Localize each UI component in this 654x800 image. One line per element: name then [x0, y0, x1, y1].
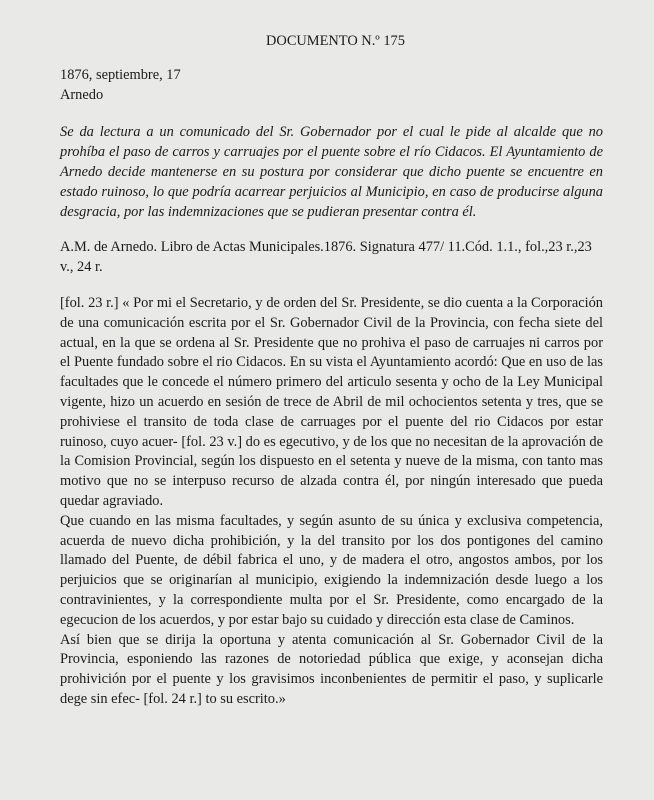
dateline	[60, 66, 603, 106]
document-place: Arnedo	[60, 86, 104, 103]
transcription-paragraph-3: Así bien que se dirija la oportuna y atenta comunicación al Sr. Gobernador Civil de la Provincia, esponiendo las razones de notoriedad pública que exige, y aconsejan dicha prohivición por el puente y los gravisimos inconbenientes de permitir el paso, y suplicarle dege sin efec- [fol. 24 r.] to su escrito.»	[60, 631, 603, 707]
document-title: DOCUMENTO N.º 175	[266, 33, 405, 49]
document-date: 1876, septiembre, 17	[60, 66, 181, 83]
transcription-paragraph-1: [fol. 23 r.] « Por mi el Secretario, y de orden del Sr. Presidente, se dio cuenta a la Corporación de una comunicación escrita por el Sr. Gobernador Civil de la Provincia, con fecha siete del actual, en la que se ordena al Sr. Presidente que no prohiva el paso de carruajes ni carros por el Puente fundado sobre el rio Cidacos. En su vista el Ayuntamiento acordó: Que en uso de las facultades que le concede el número primero del articulo sesenta y ocho de la Ley Municipal vigente, hizo un acuerdo en sesión de trece de Abril de mil ochocientos setenta y tres, que se prohiviese el transito de toda clase de carruages por el puente del rio Cidacos por estar ruinoso, cuyo acuer- [fol. 23 v.] do es egecutivo, y de los que no necesitan de la aprovación de la Comision Provincial, según los dispuesto en el setenta y nueve de la misma, con tanto mas motivo que no se interpuso recurso de alzada contra él, por ningún interesado que pueda quedar agraviado.	[60, 294, 603, 509]
document-summary: Se da lectura a un comunicado del Sr. Gobernador por el cual le pide al alcalde que no prohíba el paso de carros y carruajes por el puente sobre el río Cidacos. El Ayuntamiento de Arnedo decide mantenerse en su postura por considerar que dicho puente se encuentre en estado ruinoso, lo que podría acarrear perjuicios al Municipio, en caso de producirse alguna desgracia, por las indemnizaciones que se pudieran presentar contra él.	[60, 124, 603, 220]
document-page	[60, 32, 603, 710]
transcription-paragraph-2: Que cuando en las misma facultades, y según asunto de su única y exclusiva competencia, acuerda de nuevo dicha prohibición, y la del transito por los dos pontigones del camino llamado del Puente, de débil fabrica el uno, y de madera el otro, angostos ambos, por los perjuicios que se originarían al municipio, exigiendo la indemnización desde luego a los contravinientes, y la correspondiente multa por el Sr. Presidente, como encargado de la egecucion de los acuerdos, y por estar bajo su cuidado y dirección esta clase de Caminos.	[60, 512, 603, 628]
archival-source: A.M. de Arnedo. Libro de Actas Municipales.1876. Signatura 477/ 11.Cód. 1.1., fol.,23 r.,23 v., 24 r.	[60, 239, 592, 276]
